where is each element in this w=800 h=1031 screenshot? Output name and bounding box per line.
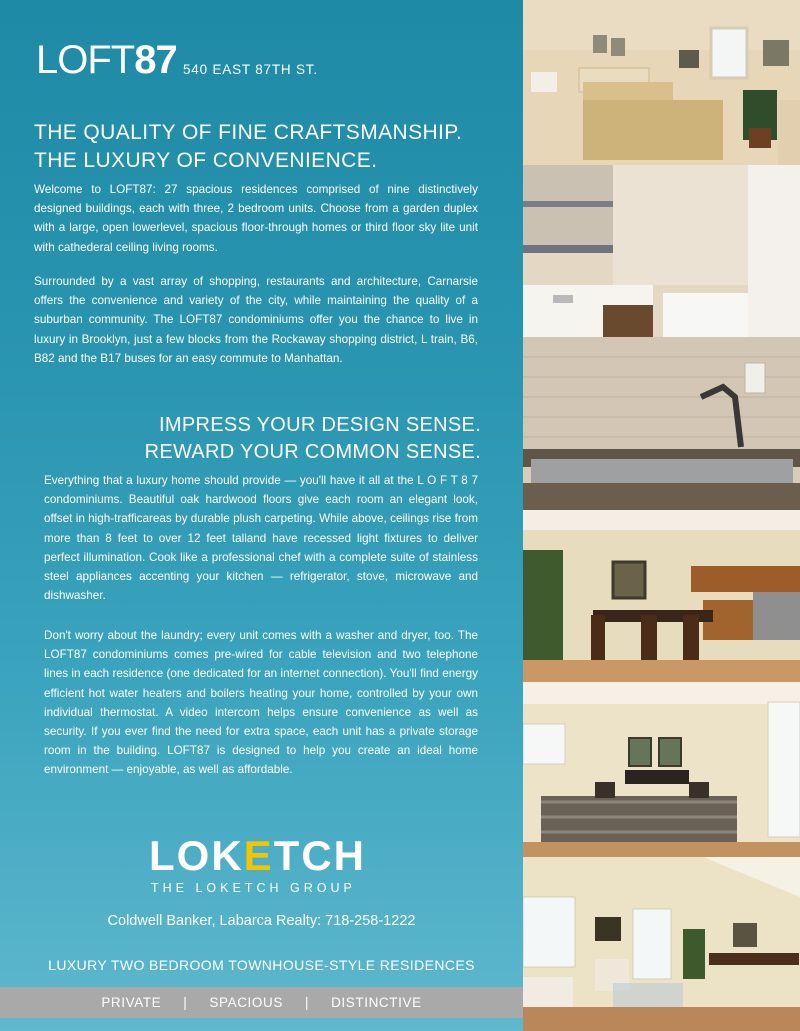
features-bar — [0, 987, 523, 1018]
contact-info: Coldwell Banker, Labarca Realty: 718-258-1222 — [107, 913, 416, 929]
kitchen-sink-photo — [523, 337, 800, 510]
amenities-paragraph: Don't worry about the laundry; every unit comes with a washer and dryer, too. The LOFT87 condominiums comes pre-wired for cable television and two telephone lines in each residence (one dedicated for an internet connection). You'll find energy efficient hot water heaters and boilers heating your home, controlled by your own individual thermostat. A video intercom helps ensure convenience as well as security. If you ever find the need for extra space, each unit has a private storage room in the building. LOFT87 is designed to help you create an ideal home environment — enjoyable, as well as affordable. — [44, 629, 478, 777]
section-heading-design: IMPRESS YOUR DESIGN SENSE. REWARD YOUR COMMON SENSE. — [144, 414, 481, 463]
photo-column — [523, 0, 800, 1031]
living-room-photo — [523, 857, 800, 1031]
separator: | — [183, 995, 188, 1010]
loketch-subtitle: THE LOKETCH GROUP — [151, 881, 356, 895]
loft87-logo: LOFT87 — [36, 38, 177, 82]
loketch-logo: LOKETCH THE LOKETCH GROUP — [149, 835, 389, 895]
bathroom-photo — [523, 165, 800, 337]
feature-spacious: SPACIOUS — [209, 995, 283, 1010]
address: 540 EAST 87TH ST. — [183, 62, 318, 77]
dining-room-photo — [523, 510, 800, 682]
location-paragraph: Surrounded by a vast array of shopping, restaurants and architecture, Carnarsie offers the convenience and variety of the city, while maintaining the quality of a suburban community. The LOFT87 condominiums offer you the chance to live in luxury in Brooklyn, just a few blocks from the Rockaway shopping district, L train, B6, B82 and the B17 buses for an easy commute to Manhattan. — [34, 275, 478, 365]
feature-distinctive: DISTINCTIVE — [331, 995, 422, 1010]
features-paragraph: Everything that a luxury home should provide — you'll have it all at the L O F T 8 7 condominiums. Beautiful oak hardwood floors give each room an elegant look, offset in high-trafficareas by durable plush carpeting. While above, ceilings rise from more than 8 feet to over 12 feet talland have recessed light fixtures to deliver perfect illumination. Cook like a professional chef with a complete suite of stainless steel appliances accenting your kitchen — refrigerator, stove, microwave and dishwasher. — [44, 474, 478, 603]
separator: | — [304, 995, 310, 1010]
master-bedroom-photo — [523, 682, 800, 857]
welcome-paragraph: Welcome to LOFT87: 27 spacious residences comprised of nine distinctively designed buildings, each with three, 2 bedroom units. Choose from a garden duplex with a large, open lowerlevel, spacious floor-through homes or third floor sky lite unit with cathederal ceiling living rooms. — [34, 183, 478, 254]
section-heading-craftsmanship: THE QUALITY OF FINE CRAFTSMANSHIP. THE LUXURY OF CONVENIENCE. — [34, 121, 463, 172]
bedroom-photo — [523, 0, 800, 165]
feature-private: PRIVATE — [101, 995, 162, 1010]
tagline: LUXURY TWO BEDROOM TOWNHOUSE-STYLE RESIDENCES — [48, 957, 475, 973]
